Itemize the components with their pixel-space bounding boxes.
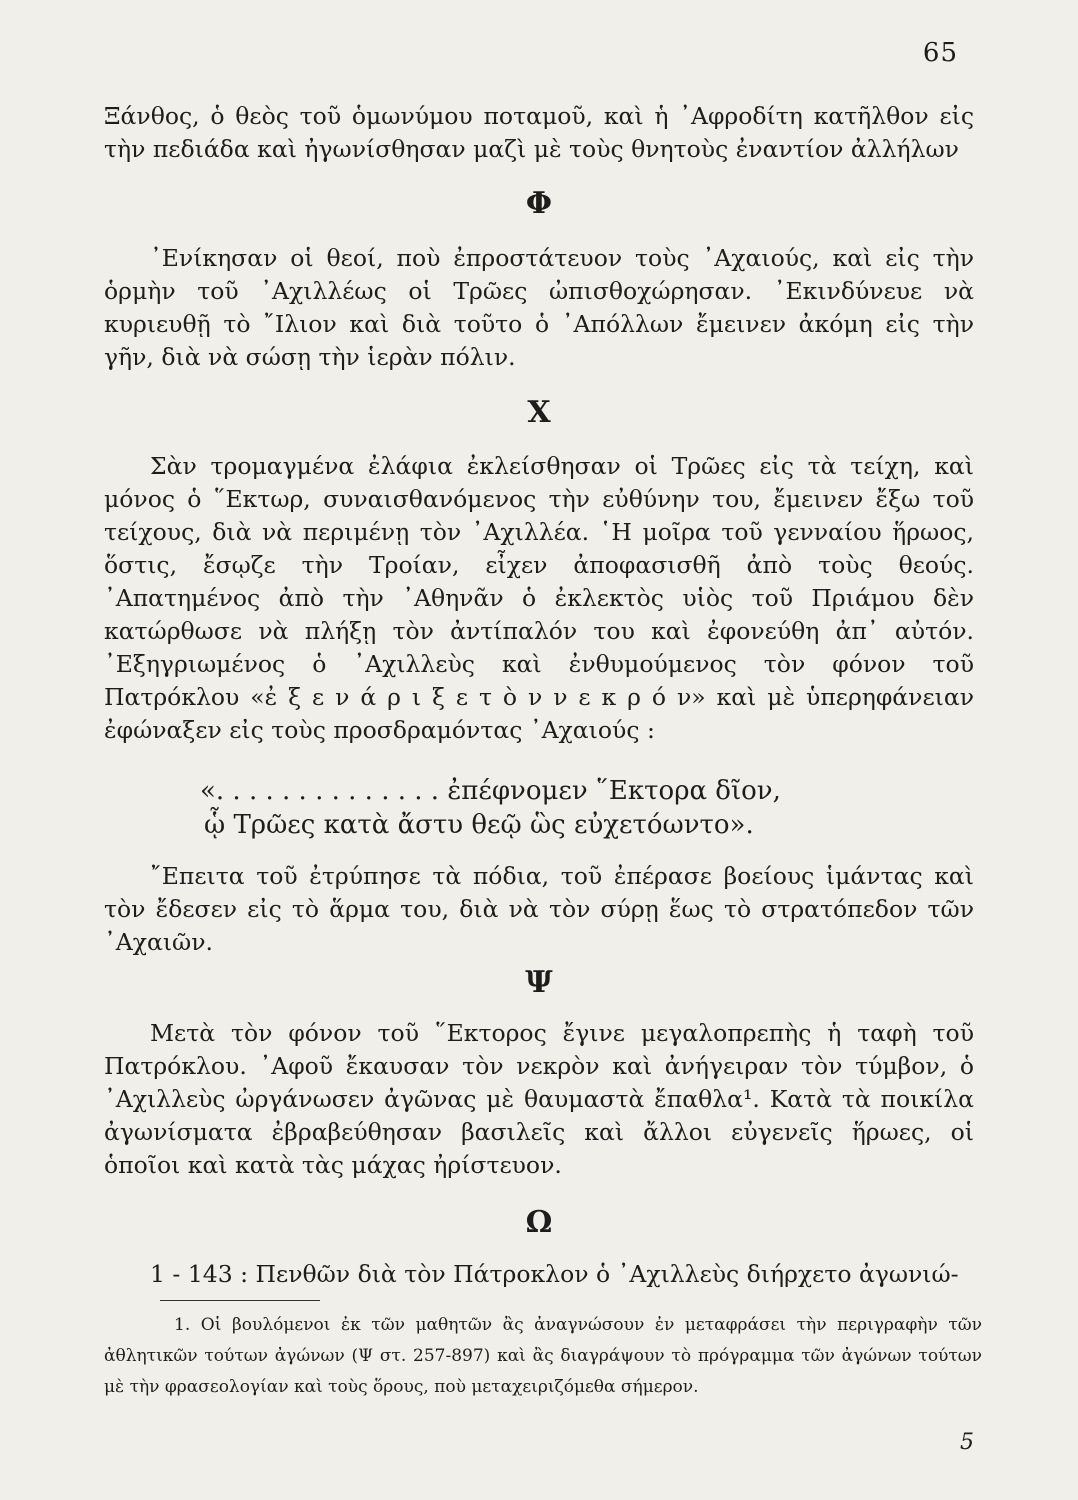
section-psi xyxy=(104,1017,974,1182)
section-xi-tail xyxy=(104,100,974,166)
heading-chi: Χ xyxy=(527,395,551,430)
heading-psi: Ψ xyxy=(525,965,553,1000)
paragraph: ᾿Ενίκησαν οἱ θεοί, ποὺ ἐπροστάτευον τοὺς ᾿Αχαιούς, καὶ εἰς τὴν ὁρμὴν τοῦ ᾿Αχιλλέως οἱ Τρῶες ὠπισθοχώρησαν. ᾿Εκινδύνευε νὰ κυριευθῇ τὸ ῎Ιλιον καὶ διὰ τοῦτο ὁ ᾿Απόλλων ἔμεινεν ἀκόμη εἰς τὴν γῆν, διὰ νὰ σώσῃ τὴν ἱερὰν πόλιν. xyxy=(104,244,974,371)
paragraph: ῎Επειτα τοῦ ἐτρύπησε τὰ πόδια, τοῦ ἐπέρασε βοείους ἱμάντας καὶ τὸν ἔδεσεν εἰς τὸ ἅρμα του, διὰ νὰ τὸν σύρῃ ἕως τὸ στρατόπεδον τῶν ᾿Αχαιῶν. xyxy=(104,862,974,956)
paragraph: Ξάνθος, ὁ θεὸς τοῦ ὁμωνύμου ποταμοῦ, καὶ ἡ ᾿Αφροδίτη κατῆλθον εἰς τὴν πεδιάδα καὶ ἠγωνίσθησαν μαζὶ μὲ τοὺς θνητοὺς ἐναντίον ἀλλήλων xyxy=(104,102,974,163)
section-phi xyxy=(104,242,974,374)
section-chi-continued xyxy=(104,860,974,959)
paragraph: 1 - 143 : Πενθῶν διὰ τὸν Πάτροκλον ὁ ᾿Αχιλλεὺς διήρχετο ἀγωνιώ- xyxy=(150,1260,959,1288)
footnote-text: 1. Οἱ βουλόμενοι ἐκ τῶν μαθητῶν ἂς ἀναγνώσουν ἐν μεταφράσει τὴν περιγραφὴν τῶν ἀθλητικῶν τούτων ἀγώνων (Ψ στ. 257-897) καὶ ἂς διαγράψουν τὸ πρόγραμμα τῶν ἀγώνων τούτων μὲ τὴν φρασεολογίαν καὶ τοὺς ὅρους, ποὺ μεταχειριζόμεθα σήμερον. xyxy=(104,1315,982,1397)
printer-signature-mark: 5 xyxy=(960,1430,974,1455)
section-chi xyxy=(104,450,974,747)
section-omega xyxy=(104,1258,974,1291)
page-number: 65 xyxy=(922,38,958,68)
verse-line-2: ᾧ Τρῶες κατὰ ἄστυ θεῷ ὣς εὐχετόωντο». xyxy=(204,810,754,840)
paragraph: Μετὰ τὸν φόνον τοῦ ῞Εκτορος ἔγινε μεγαλοπρεπὴς ἡ ταφὴ τοῦ Πατρόκλου. ᾿Αφοῦ ἔκαυσαν τὸν νεκρὸν καὶ ἀνήγειραν τὸν τύμβον, ὁ ᾿Αχιλλεὺς ὠργάνωσεν ἀγῶνας μὲ θαυμαστὰ ἔπαθλα¹. Κατὰ τὰ ποικίλα ἀγωνίσματα ἐβραβεύθησαν βασιλεῖς καὶ ἄλλοι εὐγενεῖς ἥρωες, οἱ ὁποῖοι καὶ κατὰ τὰς μάχας ἠρίστευον. xyxy=(104,1019,974,1179)
verse-quote xyxy=(200,774,900,842)
footnote-divider xyxy=(160,1300,320,1301)
verse-line-1: «. . . . . . . . . . . . . . ἐπέφνομεν ῞Εκτορα δῖον, xyxy=(200,776,781,806)
paragraph: Σὰν τρομαγμένα ἐλάφια ἐκλείσθησαν οἱ Τρῶες εἰς τὰ τείχη, καὶ μόνος ὁ ῞Εκτωρ, συναισθανόμενος τὴν εὐθύνην του, ἔμεινεν ἔξω τοῦ τείχους, διὰ νὰ περιμένῃ τὸν ᾿Αχιλλέα. ῾Η μοῖρα τοῦ γενναίου ἥρωος, ὅστις, ἔσῳζε τὴν Τροίαν, εἶχεν ἀποφασισθῆ ἀπὸ τοὺς θεούς. ᾿Απατημένος ἀπὸ τὴν ᾿Αθηνᾶν ὁ ἐκλεκτὸς υἱὸς τοῦ Πριάμου δὲν κατώρθωσε νὰ πλήξῃ τὸν ἀντίπαλόν του καὶ ἐφονεύθη ἀπ᾿ αὐτόν. ᾿Εξηγριωμένος ὁ ᾿Αχιλλεὺς καὶ ἐνθυμούμενος τὸν φόνον τοῦ Πατρόκλου «ἐ ξ ε ν ά ρ ι ξ ε τ ὸ ν ν ε κ ρ ό ν» καὶ μὲ ὑπερηφάνειαν ἐφώναξεν εἰς τοὺς προσδραμόντας ᾿Αχαιούς : xyxy=(104,452,974,744)
footnote xyxy=(104,1310,982,1403)
heading-phi: Φ xyxy=(525,186,553,221)
heading-omega: Ω xyxy=(525,1205,553,1240)
